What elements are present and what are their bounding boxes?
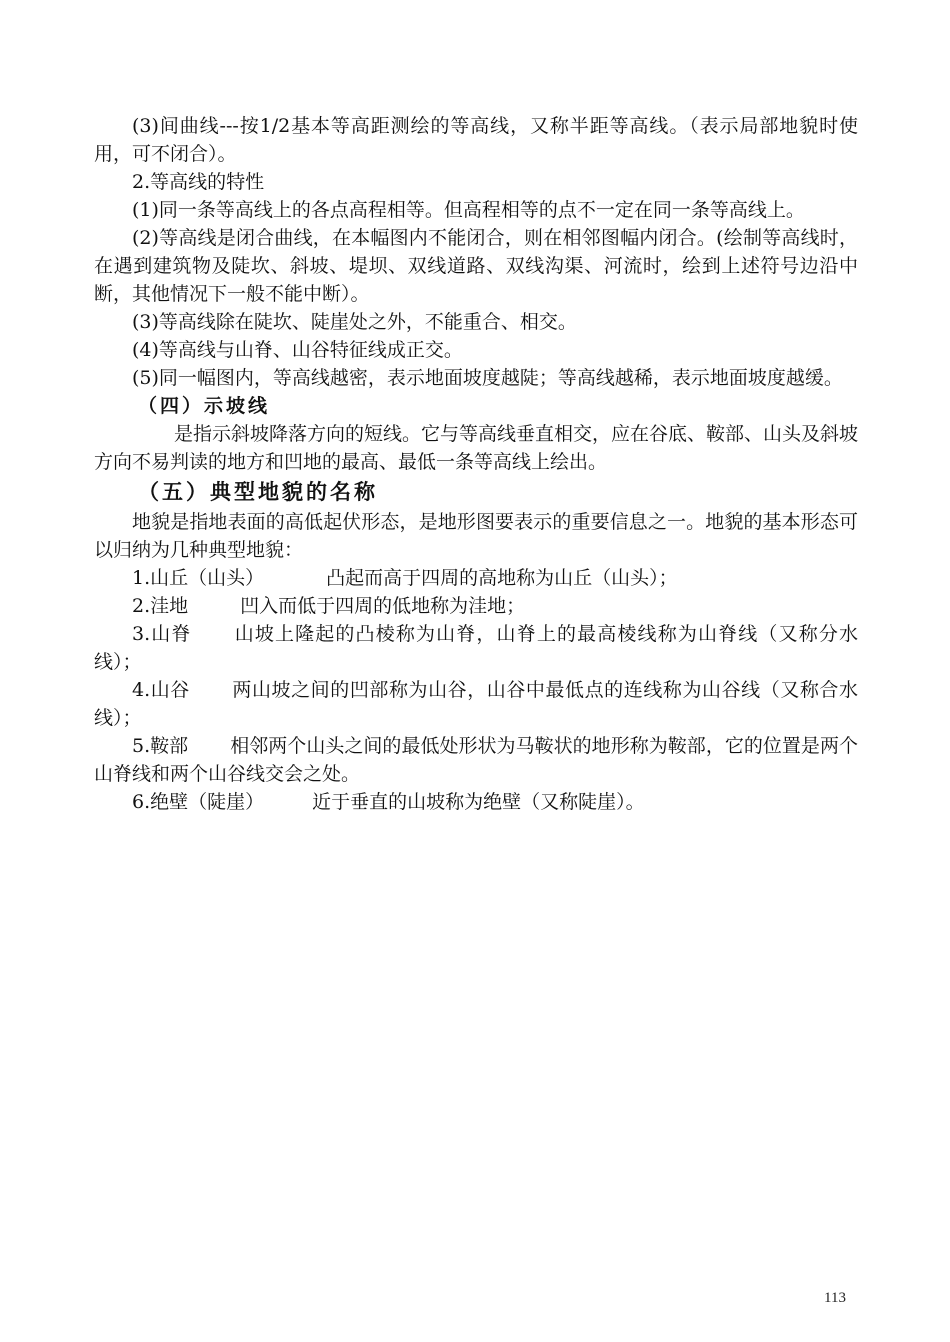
desc-cliff: 近于垂直的山坡称为绝壁（又称陡崖）。 <box>312 791 645 813</box>
desc-depression: 凹入而低于四周的低地称为洼地； <box>240 595 526 617</box>
subheading-contour-properties: 2.等高线的特性 <box>132 171 265 193</box>
list-item-saddle <box>94 732 858 788</box>
paragraph-property-4: (4)等高线与山脊、山谷特征线成正交。 <box>132 339 463 361</box>
list-item-ridge <box>94 620 858 676</box>
paragraph-landform-intro: 地貌是指地表面的高低起伏形态，是地形图要表示的重要信息之一。地貌的基本形态可以归纳为几种典型地貌： <box>94 511 858 561</box>
document-page <box>94 112 858 816</box>
paragraph-property-3: (3)等高线除在陡坎、陡崖处之外，不能重合、相交。 <box>132 311 577 333</box>
list-item-valley <box>94 676 858 732</box>
term-valley: 4.山谷 <box>132 679 190 701</box>
desc-saddle: 相邻两个山头之间的最低处形状为马鞍状的地形称为鞍部，它的位置是两个山脊线和两个山谷线交会之处。 <box>94 735 858 785</box>
paragraph-property-5: (5)同一幅图内，等高线越密，表示地面坡度越陡；等高线越稀，表示地面坡度越缓。 <box>132 367 843 389</box>
desc-valley: 两山坡之间的凹部称为山谷，山谷中最低点的连线称为山谷线（又称合水线）； <box>94 679 858 729</box>
section-heading-slope-lines: （四）示坡线 <box>138 395 271 417</box>
term-ridge: 3.山脊 <box>132 623 192 645</box>
page-number: 113 <box>824 1290 846 1306</box>
term-depression: 2.洼地 <box>132 595 189 617</box>
section-heading-landform-names: （五）典型地貌的名称 <box>138 479 378 504</box>
list-item-hill <box>94 564 858 592</box>
term-hill: 1.山丘（山头） <box>132 567 265 589</box>
paragraph-intermediate-contour: (3)间曲线---按1/2基本等高距测绘的等高线，又称半距等高线。（表示局部地貌时使用，可不闭合）。 <box>94 115 858 165</box>
desc-hill: 凸起而高于四周的高地称为山丘（山头）； <box>326 567 678 589</box>
term-cliff: 6.绝壁（陡崖） <box>132 791 265 813</box>
term-saddle: 5.鞍部 <box>132 735 189 757</box>
paragraph-property-1: (1)同一条等高线上的各点高程相等。但高程相等的点不一定在同一条等高线上。 <box>132 199 805 221</box>
desc-ridge: 山坡上隆起的凸棱称为山脊，山脊上的最高棱线称为山脊线（又称分水线）； <box>94 623 858 673</box>
paragraph-slope-lines: 是指示斜坡降落方向的短线。它与等高线垂直相交，应在谷底、鞍部、山头及斜坡方向不易判读的地方和凹地的最高、最低一条等高线上绘出。 <box>94 423 859 473</box>
list-item-depression <box>94 592 858 620</box>
list-item-cliff <box>94 788 858 816</box>
paragraph-property-2: (2)等高线是闭合曲线，在本幅图内不能闭合，则在相邻图幅内闭合。(绘制等高线时，在遇到建筑物及陡坎、斜坡、堤坝、双线道路、双线沟渠、河流时，绘到上述符号边沿中断，其他情况下一般不能中断）。 <box>94 227 858 305</box>
